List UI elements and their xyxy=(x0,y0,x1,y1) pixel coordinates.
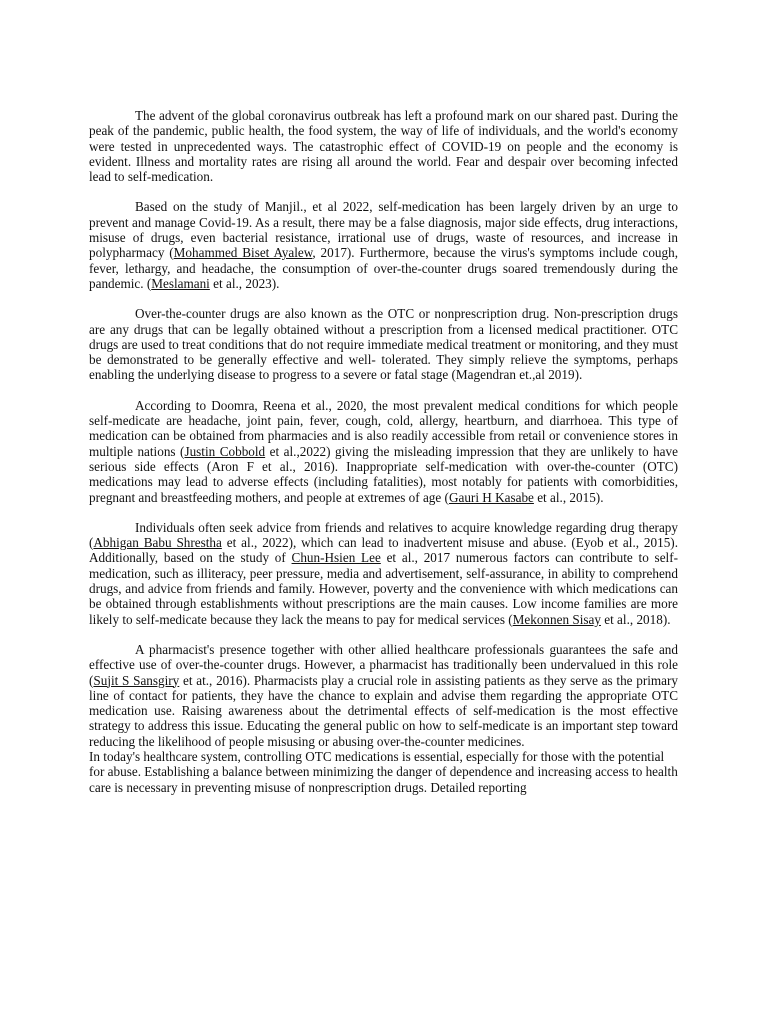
paragraph-p7 xyxy=(89,749,678,795)
paragraph-text: et al., 2015). xyxy=(533,489,604,505)
paragraph-text: The advent of the global coronavirus outbreak has left a profound mark on our shared past. During the peak of the pandemic, public health, the food system, the way of life of individuals, and the world's economy were tested in unprecedented ways. The catastrophic effect of COVID-19 on people and the economy is evident. Illness and mortality rates are rising all around the world. Fear and despair over becoming infected lead to self-medication. xyxy=(89,108,678,185)
paragraph-p2 xyxy=(89,199,678,291)
paragraph-text: et at., 2016). Pharmacists play a crucial role in assisting patients as they serve as the primary line of contact for patients, they have the chance to explain and advise them regarding the appropriate OTC medication use. Raising awareness about the detrimental effects of self-medication is the most effective strategy to address this issue. Educating the general public on how to self-medicate is an important step toward reducing the likelihood of people misusing or abusing over-the-counter medicines. xyxy=(89,672,678,749)
document-body xyxy=(89,108,678,795)
paragraph-text: , 2017). Furthermore, because the virus's symptoms include cough, fever, lethargy, and headache, the consumption of over-the-counter drugs soared tremendously during the pandemic. ( xyxy=(89,245,678,291)
citation-link[interactable]: Abhigan Babu Shrestha xyxy=(93,535,222,551)
citation-link[interactable]: Sujit S Sansgiry xyxy=(93,672,180,688)
paragraph-p3 xyxy=(89,306,678,382)
paragraph-text: et al.,2022) giving the misleading impression that they are unlikely to have serious side effects (Aron F et al., 2016). Inappropriate self-medication with over-the-counter (OTC) medications may lead to adverse effects (including fatalities), most notably for patients with comorbidities, pregnant and breastfeeding mothers, and people at extremes of age ( xyxy=(89,443,678,505)
citation-link[interactable]: Mekonnen Sisay xyxy=(512,611,601,627)
citation-link[interactable]: Meslamani xyxy=(151,275,210,291)
paragraph-text: Over-the-counter drugs are also known as the OTC or nonprescription drug. Non-prescription drugs are any drugs that can be legally obtained without a prescription from a licensed medical practitioner. OTC drugs are used to treat conditions that do not require immediate medical treatment or monitoring, and they must be demonstrated to be generally effective and well- tolerated. They simply relieve the symptoms, perhaps enabling the underlying disease to progress to a severe or fatal stage (Magendran et.,al 2019). xyxy=(89,306,678,383)
paragraph-p1 xyxy=(89,108,678,184)
paragraph-text: et al., 2023). xyxy=(209,275,280,291)
paragraph-text: Individuals often seek advice from friends and relatives to acquire knowledge regarding drug therapy ( xyxy=(89,519,678,551)
paragraph-text: According to Doomra, Reena et al., 2020, the most prevalent medical conditions for which people self-medicate are headache, joint pain, fever, cough, cold, allergy, heartburn, and diarrhoea. This type of medication can be obtained from pharmacies and is also readily accessible from retail or convenience stores in multiple nations ( xyxy=(89,397,678,459)
paragraph-p5 xyxy=(89,520,678,627)
paragraph-text: et al., 2018). xyxy=(600,611,671,627)
paragraph-p6 xyxy=(89,642,678,749)
paragraph-text: et al., 2022), which can lead to inadvertent misuse and abuse. (Eyob et al., 2015). Additionally, based on the study of xyxy=(89,535,678,566)
citation-link[interactable]: Justin Cobbold xyxy=(184,443,266,459)
citation-link[interactable]: Gauri H Kasabe xyxy=(448,489,534,505)
paragraph-text: A pharmacist's presence together with other allied healthcare professionals guarantees the safe and effective use of over-the-counter drugs. However, a pharmacist has traditionally been undervalued in this role ( xyxy=(89,641,678,688)
citation-link[interactable]: Mohammed Biset Ayalew xyxy=(173,245,313,261)
paragraph-text: Based on the study of Manjil., et al 2022, self-medication has been largely driven by an urge to prevent and manage Covid-19. As a result, there may be a false diagnosis, major side effects, drug interactions, misuse of drugs, even bacterial resistance, irrational use of drugs, waste of resources, and increase in polypharmacy ( xyxy=(89,199,678,261)
paragraph-text: In today's healthcare system, controlling OTC medications is essential, especially for those with the potential for abuse. Establishing a balance between minimizing the danger of dependence and increasing access to health care is necessary in preventing misuse of nonprescription drugs. Detailed reporting xyxy=(89,748,678,795)
paragraph-text: et al., 2017 numerous factors can contribute to self-medication, such as illiteracy, peer pressure, media and advertisement, self-assurance, in ability to comprehend drugs, and advice from friends and family. However, poverty and the convenience with which medications can be obtained through establishments without prescriptions are the main causes. Low income families are more likely to self-medicate because they lack the means to pay for medical services ( xyxy=(89,550,678,627)
citation-link[interactable]: Chun-Hsien Lee xyxy=(291,550,381,566)
paragraph-p4 xyxy=(89,398,678,505)
